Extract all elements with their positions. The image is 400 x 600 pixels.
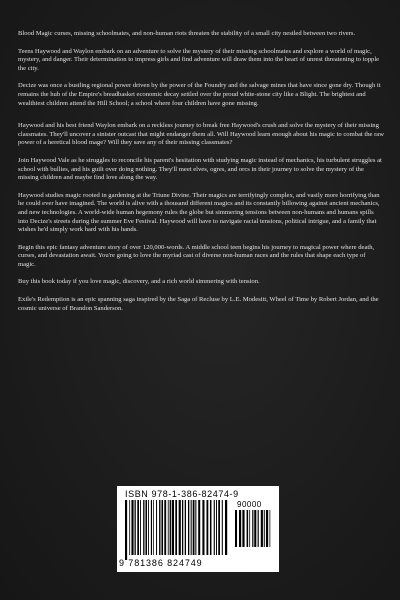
barcode-bar: [202, 500, 204, 555]
barcode-bar: [125, 500, 127, 560]
barcode-bar: [235, 510, 237, 547]
isbn-label: ISBN 978-1-386-82474-9: [125, 489, 239, 499]
barcode-bar: [193, 500, 195, 555]
barcode-bar: [164, 500, 166, 555]
blurb-paragraph-2: Teens Haywood and Waylon embark on an adventure to solve the mystery of their missing schoolmates and explore a world of magic, mystery, and danger. Their determination to impress girls and find adventure will draw them into the heart of unrest threatening to topple the city.: [18, 47, 380, 72]
barcode-bar: [172, 500, 174, 555]
blurb-paragraph-3: Decize was once a bustling regional power driven by the power of the Foundry and the salvage mines that have since gone dry. Though it remains the hub of the Empire's breadbasket economic decay settled over the proud white-stone city like a Blight. The brightest and wealthiest children attend the Hill School; a school where four children have gone missing.: [18, 82, 381, 107]
barcode-bar: [242, 510, 244, 547]
barcode-bar: [195, 500, 196, 555]
barcode-bar: [239, 510, 241, 547]
barcode-bar: [218, 500, 220, 555]
blurb-paragraph-4: Haywood and his best friend Waylon embark on a reckless journey to break free Haywood's crush and solve the mystery of their missing classmates. They'll uncover a sinister outcast that might endanger them all. Will Haywood learn enough about his magic to combat the raw power of a heretical blood mage? Will they save any of their missing classmates?: [18, 122, 384, 147]
blurb-paragraph-1: Blood Magic curses, missing schoolmates, and non-human riots threaten the stability of a small city nestled between two rivers.: [18, 30, 356, 37]
blurb-paragraph-9: Exile's Redemption is an epic spanning saga inspired by the Saga of Recluse by L.E. Modesitt, Wheel of Time by Robert Jordan, and the cosmic universe of Brandon Sanderson.: [18, 296, 379, 312]
barcode-bar: [188, 500, 189, 555]
blurb-paragraph-5: Join Haywood Vale as he struggles to reconcile his parent's hesitation with studying magic instead of mechanics, his turbulent struggles at school with bullies, and his guilt over doing nothing. They'll meet elves, ogres, and orcs in their journey to solve the mystery of the missing children and maybe find love along the way.: [18, 156, 382, 182]
barcode-bar: [258, 510, 259, 547]
barcode-bar: [252, 510, 253, 547]
barcode-bar: [137, 500, 139, 555]
barcode-bar: [143, 500, 144, 555]
barcode-bar: [140, 500, 141, 555]
barcode-bar: [254, 510, 256, 547]
barcode-bar: [153, 500, 154, 555]
barcode-bar: [185, 500, 186, 555]
barcode-bar: [179, 500, 181, 555]
barcode-bar: [159, 500, 160, 555]
barcode-bar: [182, 500, 183, 555]
barcode-bar: [216, 500, 217, 555]
barcode-digits: 9 781386 824749: [119, 558, 203, 568]
blurb-text: [18, 30, 384, 322]
blurb-paragraph-8: Buy this book today if you love magic, discovery, and a rich world simmering with tension.: [18, 278, 260, 286]
price-barcode-bars: [235, 510, 273, 552]
barcode-bar: [264, 510, 265, 547]
barcode-bar: [249, 510, 250, 547]
barcode-bar: [145, 500, 147, 555]
barcode-bar: [206, 500, 208, 555]
barcode-bar: [161, 500, 163, 555]
barcode-bar: [156, 500, 157, 555]
barcode-bar: [210, 500, 212, 555]
barcode-bar: [191, 500, 192, 555]
barcode-bar: [148, 500, 149, 555]
barcode-bar: [135, 500, 136, 555]
barcode-bar: [170, 500, 171, 555]
barcode-bar: [266, 510, 268, 547]
barcode-bar: [168, 500, 169, 555]
barcode-bar: [247, 510, 249, 547]
blurb-paragraph-6: Haywood studies magic rooted in gardening at the Triune Divine. Their magics are terrifyingly complex, and vastly more horrifying than he could ever have imagined. The world is alive with a thousand different magics and its constantly billowing against ancient mechanics, and new technologies. A world-wide human hegemony rules the globe but simmering tensions between non-humans and humans spills into Decize's streets during the summer Eve Festival. Haywood will have to navigate racial tensions, political intrigue, and a family that wishes he'd simply work hard with his hands.: [18, 191, 380, 234]
isbn-barcode: [117, 486, 279, 572]
price-code: 90000: [237, 500, 262, 509]
barcode-bar: [222, 500, 223, 555]
barcode-bar: [270, 510, 271, 547]
barcode-bar: [175, 500, 177, 555]
barcode-bar: [198, 500, 200, 555]
barcode-bar: [129, 500, 130, 555]
barcode-bar: [131, 500, 133, 555]
blurb-paragraph-7: Begin this epic fantasy adventure story of over 120,000-words. A middle school teen begins his journey to magical power where death, curses, and devastation await. You're going to love the myriad cast of diverse non-human races and the rules that shape each type of magic.: [18, 243, 375, 268]
barcode-bar: [261, 510, 263, 547]
barcode-bar: [151, 500, 152, 555]
barcode-bar: [214, 500, 215, 555]
barcode-bar: [225, 500, 227, 555]
barcode-bars: [125, 500, 229, 560]
